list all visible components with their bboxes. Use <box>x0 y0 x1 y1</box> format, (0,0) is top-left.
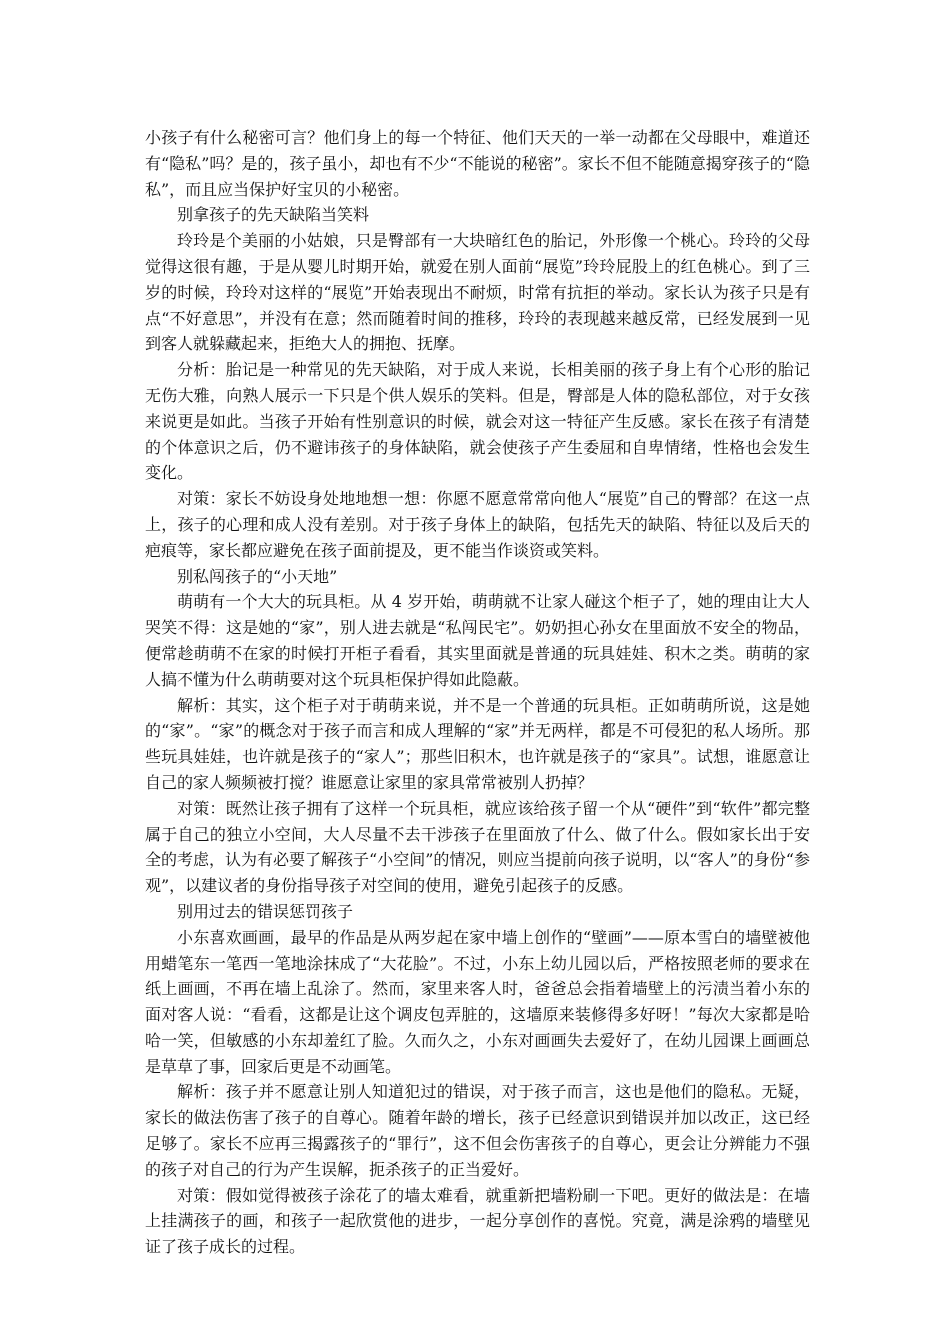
section-heading-past-mistakes: 别用过去的错误惩罚孩子 <box>177 901 354 921</box>
strategy-paragraph-birthmark: 对策：家长不妨设身处地地想一想：你愿不愿意常常向他人“展览”自己的臀部？在这一点上，孩子的心理和成人没有差别。对于孩子身体上的缺陷，包括先天的缺陷、特征以及后天的疤痕等，家长都应避免在孩子面前提及，更不能当作谈资或笑料。 <box>145 489 810 560</box>
story-paragraph-mengmeng: 萌萌有一个大大的玩具柜。从 4 岁开始，萌萌就不让家人碰这个柜子了，她的理由让大人哭笑不得：这是她的“家”，别人进去就是“私闯民宅”。奶奶担心孙女在里面放不安全的物品，便常趁萌萌不在家的时候打开柜子看看，其实里面就是普通的玩具娃娃、积木之类。萌萌的家人搞不懂为什么萌萌要对这个玩具柜保护得如此隐蔽。 <box>145 592 810 689</box>
analysis-paragraph-private-space: 解析：其实，这个柜子对于萌萌来说，并不是一个普通的玩具柜。正如萌萌所说，这是她的“家”。“家”的概念对于孩子而言和成人理解的“家”并无两样，都是不可侵犯的私人场所。那些玩具娃娃，也许就是孩子的“家人”；那些旧积木，也许就是孩子的“家具”。试想，谁愿意让自己的家人频频被打搅？谁愿意让家里的家具常常被别人扔掉？ <box>145 695 810 792</box>
strategy-paragraph-private-space: 对策：既然让孩子拥有了这样一个玩具柜，就应该给孩子留一个从“硬件”到“软件”都完整属于自己的独立小空间，大人尽量不去干涉孩子在里面放了什么、做了什么。假如家长出于安全的考虑，认为有必要了解孩子“小空间”的情况，则应当提前向孩子说明，以“客人”的身份“参观”，以建议者的身份指导孩子对空间的使用，避免引起孩子的反感。 <box>145 798 810 896</box>
strategy-paragraph-past-mistakes: 对策：假如觉得被孩子涂花了的墙太难看，就重新把墙粉刷一下吧。更好的做法是：在墙上挂满孩子的画，和孩子一起欣赏他的进步，一起分享创作的喜悦。究竟，满是涂鸦的墙壁见证了孩子成长的过程。 <box>145 1185 810 1257</box>
analysis-paragraph-birthmark: 分析：胎记是一种常见的先天缺陷，对于成人来说，长相美丽的孩子身上有个心形的胎记无伤大雅，向熟人展示一下只是个供人娱乐的笑料。但是，臀部是人体的隐私部位，对于女孩来说更是如此。当孩子开始有性别意识的时候，就会对这一特征产生反感。家长在孩子有清楚的个体意识之后，仍不避讳孩子的身体缺陷，就会使孩子产生委屈和自卑情绪，性格也会发生变化。 <box>145 360 810 483</box>
analysis-paragraph-past-mistakes: 解析：孩子并不愿意让别人知道犯过的错误，对于孩子而言，这也是他们的隐私。无疑，家长的做法伤害了孩子的自尊心。随着年龄的增长，孩子已经意识到错误并加以改正，这已经足够了。家长不应再三揭露孩子的“罪行”，这不但会伤害孩子的自尊心，更会让分辨能力不强的孩子对自己的行为产生误解，扼杀孩子的正当爱好。 <box>145 1082 810 1179</box>
story-paragraph-lingling: 玲玲是个美丽的小姑娘，只是臀部有一大块暗红色的胎记，外形像一个桃心。玲玲的父母觉得这很有趣，于是从婴儿时期开始，就爱在别人面前“展览”玲玲屁股上的红色桃心。到了三岁的时候，玲玲对这样的“展览”开始表现出不耐烦，时常有抗拒的举动。家长认为孩子只是有点“不好意思”，并没有在意；然而随着时间的推移，玲玲的表现越来越反常，已经发展到一见到客人就躲藏起来，拒绝大人的拥抱、抚摩。 <box>145 231 810 354</box>
intro-paragraph: 小孩子有什么秘密可言？他们身上的每一个特征、他们天天的一举一动都在父母眼中，难道还有“隐私”吗？是的，孩子虽小，却也有不少“不能说的秘密”。家长不但不能随意揭穿孩子的“隐私”，而且应当保护好宝贝的小秘密。 <box>145 128 810 199</box>
story-paragraph-xiaodong: 小东喜欢画画，最早的作品是从两岁起在家中墙上创作的“壁画”——原本雪白的墙壁被他用蜡笔东一笔西一笔地涂抹成了“大花脸”。不过，小东上幼儿园以后，严格按照老师的要求在纸上画画，不再在墙上乱涂了。然而，家里来客人时，爸爸总会指着墙壁上的污渍当着小东的面对客人说：“看看，这都是让这个调皮包弄脏的，这墙原来装修得多好呀！”每次大家都是哈哈一笑，但敏感的小东却羞红了脸。久而久之，小东对画画失去爱好了，在幼儿园课上画画总是草草了事，回家后更是不动画笔。 <box>145 927 810 1076</box>
document-page <box>145 125 810 1260</box>
section-heading-birthmark: 别拿孩子的先天缺陷当笑料 <box>177 205 370 225</box>
section-heading-private-space: 别私闯孩子的“小天地” <box>177 566 338 586</box>
